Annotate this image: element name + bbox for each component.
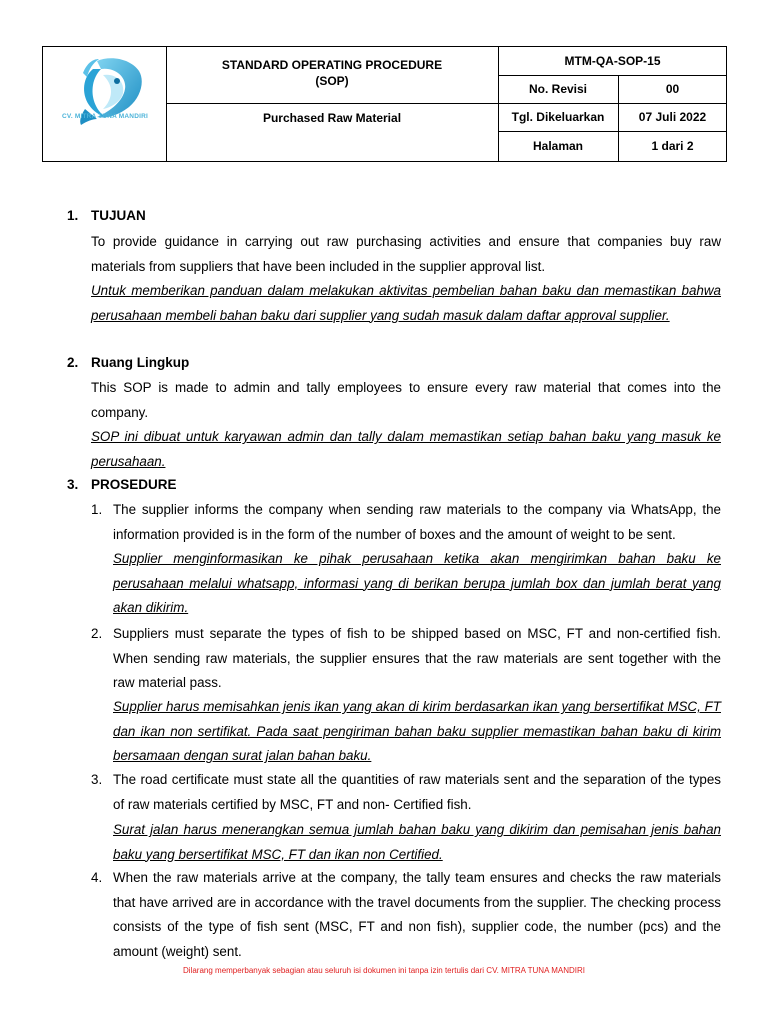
- section-title: Ruang Lingkup: [91, 355, 190, 370]
- header-table: [42, 46, 727, 162]
- revision-label: No. Revisi: [528, 82, 588, 96]
- revision-value: 00: [665, 82, 680, 96]
- paragraph-indonesian: SOP ini dibuat untuk karyawan admin dan tally dalam memastikan setiap bahan baku yang masuk ke perusahaan.: [91, 429, 721, 469]
- company-logo: [43, 47, 166, 161]
- title-line-2: (SOP): [315, 74, 349, 88]
- section-number: 3.: [67, 477, 79, 492]
- paragraph-english: This SOP is made to admin and tally employees to ensure every raw material that comes into the company.: [91, 380, 721, 420]
- paragraph-indonesian: Untuk memberikan panduan dalam melakukan aktivitas pembelian bahan baku dan memastikan bahwa perusahaan membeli bahan baku dari supplier yang sudah masuk dalam daftar approval supplier.: [91, 283, 721, 323]
- list-item-english: The road certificate must state all the quantities of raw materials sent and the separation of the types of raw materials certified by MSC, FT and non- Certified fish.: [113, 772, 721, 812]
- list-item-number: 1.: [91, 502, 103, 517]
- sop-title: [166, 51, 498, 95]
- section-number: 1.: [67, 208, 79, 223]
- section-number: 2.: [67, 355, 79, 370]
- title-line-1: STANDARD OPERATING PROCEDURE: [221, 58, 443, 72]
- issued-value: 07 Juli 2022: [638, 110, 707, 124]
- list-item-number: 2.: [91, 626, 103, 641]
- list-item-indonesian: Surat jalan harus menerangkan semua jumlah bahan baku yang dikirim dan pemisahan jenis bahan baku yang bersertifikat MSC, FT dan ikan non Certified.: [113, 822, 721, 862]
- logo-text: CV. MITRA TUNA MANDIRI: [61, 113, 148, 120]
- issued-label: Tgl. Dikeluarkan: [511, 110, 605, 124]
- section-title: TUJUAN: [91, 208, 146, 223]
- list-item-english: When the raw materials arrive at the company, the tally team ensures and checks the raw materials that have arrived are in accordance with the travel documents from the supplier. The checking process consists of the type of fish sent (MSC, FT and non fish), supplier code, the number (pcs) and the amount (weight) sent.: [113, 870, 721, 959]
- list-item-indonesian: Supplier menginformasikan ke pihak perusahaan ketika akan mengirimkan bahan baku ke perusahaan melalui whatsapp, informasi yang di berikan berupa jumlah box dan jumlah berat yang akan dikirim.: [113, 551, 721, 615]
- paragraph-english: To provide guidance in carrying out raw purchasing activities and ensure that companies buy raw materials from suppliers that have been included in the supplier approval list.: [91, 234, 721, 274]
- doc-code: MTM-QA-SOP-15: [564, 54, 661, 68]
- page-label: Halaman: [532, 139, 584, 153]
- footer-disclaimer: Dilarang memperbanyak sebagian atau seluruh isi dokumen ini tanpa izin tertulis dari CV. MITRA TUNA MANDIRI: [183, 966, 585, 975]
- page-value: 1 dari 2: [651, 139, 694, 153]
- list-item-english: The supplier informs the company when sending raw materials to the company via WhatsApp, the information provided is in the form of the number of boxes and the amount of weight to be sent.: [113, 502, 721, 542]
- list-item-number: 3.: [91, 772, 103, 787]
- sop-subject: Purchased Raw Material: [262, 111, 402, 125]
- list-item-english: Suppliers must separate the types of fish to be shipped based on MSC, FT and non-certified fish. When sending raw materials, the supplier ensures that the raw materials are sent together with the raw material pass.: [113, 626, 721, 690]
- section-title: PROSEDURE: [91, 477, 177, 492]
- list-item-indonesian: Supplier harus memisahkan jenis ikan yang akan di kirim berdasarkan ikan yang bersertifikat MSC, FT dan ikan non sertifikat. Pada saat pengiriman bahan baku supplier memastikan bahan baku di kirim bersamaan dengan surat jalan bahan baku.: [113, 699, 721, 763]
- list-item-number: 4.: [91, 870, 103, 885]
